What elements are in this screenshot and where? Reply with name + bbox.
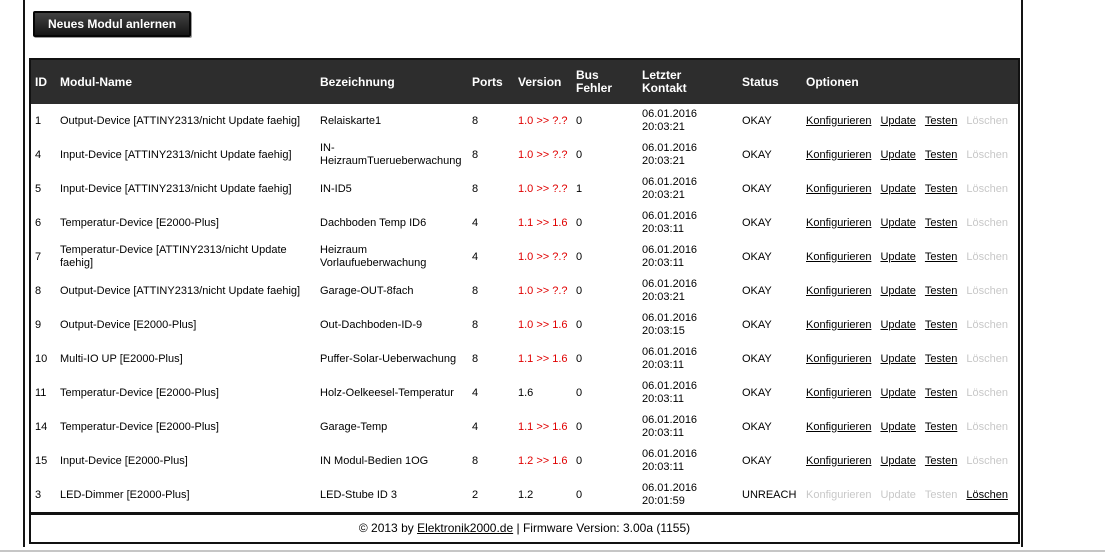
module-description: Garage-Temp (316, 410, 468, 444)
module-id: 1 (30, 104, 56, 138)
update-link[interactable]: Update (880, 216, 916, 229)
module-id: 3 (30, 478, 56, 514)
konfigurieren-link[interactable]: Konfigurieren (806, 250, 872, 263)
konfigurieren-link[interactable]: Konfigurieren (806, 386, 872, 399)
testen-link[interactable]: Testen (924, 182, 958, 195)
module-ports: 4 (468, 410, 514, 444)
module-last-contact: 06.01.2016 20:01:59 (638, 478, 738, 514)
module-last-contact: 06.01.2016 20:03:15 (638, 308, 738, 342)
update-link[interactable]: Update (880, 114, 916, 127)
page-left-border (23, 0, 25, 547)
loeschen-link: Löschen (966, 114, 1008, 127)
konfigurieren-link[interactable]: Konfigurieren (806, 216, 872, 229)
loeschen-link: Löschen (966, 352, 1008, 365)
module-last-contact: 06.01.2016 20:03:11 (638, 342, 738, 376)
module-name: LED-Dimmer [E2000-Plus] (56, 478, 316, 514)
module-version: 1.0 >> ?.? (514, 240, 572, 274)
module-version: 1.2 >> 1.6 (514, 444, 572, 478)
module-name: Temperatur-Device [E2000-Plus] (56, 376, 316, 410)
module-version: 1.0 >> ?.? (514, 138, 572, 172)
module-status: OKAY (738, 206, 802, 240)
module-version: 1.0 >> ?.? (514, 104, 572, 138)
module-ports: 8 (468, 172, 514, 206)
module-bus-errors: 0 (572, 342, 638, 376)
module-description: Puffer-Solar-Ueberwachung (316, 342, 468, 376)
module-bus-errors: 1 (572, 172, 638, 206)
module-last-contact: 06.01.2016 20:03:11 (638, 240, 738, 274)
module-ports: 4 (468, 206, 514, 240)
modules-table-body (30, 104, 1019, 514)
module-row (30, 410, 1019, 444)
col-header-version: Version (514, 59, 572, 104)
module-row (30, 138, 1019, 172)
module-row (30, 308, 1019, 342)
module-bus-errors: 0 (572, 206, 638, 240)
module-description: Garage-OUT-8fach (316, 274, 468, 308)
footer-copyright-text: © 2013 by (358, 521, 418, 535)
col-header-ports: Ports (468, 59, 514, 104)
module-row (30, 342, 1019, 376)
page-right-border (1021, 0, 1023, 547)
module-name: Multi-IO UP [E2000-Plus] (56, 342, 316, 376)
testen-link[interactable]: Testen (924, 420, 958, 433)
update-link[interactable]: Update (880, 352, 916, 365)
update-link[interactable]: Update (880, 250, 916, 263)
module-version: 1.1 >> 1.6 (514, 342, 572, 376)
module-last-contact: 06.01.2016 20:03:21 (638, 274, 738, 308)
module-options (802, 342, 1019, 376)
col-header-name: Modul-Name (56, 59, 316, 104)
module-status: OKAY (738, 240, 802, 274)
loeschen-link: Löschen (966, 284, 1008, 297)
module-ports: 4 (468, 240, 514, 274)
module-description: IN- HeizraumTuerueberwachung (316, 138, 468, 172)
testen-link: Testen (924, 488, 958, 501)
module-last-contact: 06.01.2016 20:03:11 (638, 206, 738, 240)
module-name: Output-Device [E2000-Plus] (56, 308, 316, 342)
update-link[interactable]: Update (880, 148, 916, 161)
module-status: OKAY (738, 410, 802, 444)
module-description: Out-Dachboden-ID-9 (316, 308, 468, 342)
update-link: Update (880, 488, 916, 501)
module-bus-errors: 0 (572, 240, 638, 274)
module-status: OKAY (738, 376, 802, 410)
module-description: LED-Stube ID 3 (316, 478, 468, 514)
module-status: OKAY (738, 172, 802, 206)
learn-new-module-button[interactable]: Neues Modul anlernen (33, 11, 191, 37)
module-name: Output-Device [ATTINY2313/nicht Update faehig] (56, 104, 316, 138)
update-link[interactable]: Update (880, 420, 916, 433)
module-last-contact: 06.01.2016 20:03:21 (638, 172, 738, 206)
module-status: OKAY (738, 342, 802, 376)
module-bus-errors: 0 (572, 104, 638, 138)
module-options (802, 410, 1019, 444)
footer-firmware-text: | Firmware Version: 3.00a (1155) (513, 521, 691, 535)
module-ports: 8 (468, 342, 514, 376)
module-row (30, 206, 1019, 240)
table-header-row (30, 59, 1019, 104)
update-link[interactable]: Update (880, 182, 916, 195)
elektronik2000-link[interactable]: Elektronik2000.de (417, 521, 514, 535)
footer-row (30, 514, 1019, 544)
module-id: 10 (30, 342, 56, 376)
loeschen-link: Löschen (966, 250, 1008, 263)
module-row (30, 274, 1019, 308)
module-last-contact: 06.01.2016 20:03:11 (638, 376, 738, 410)
module-id: 8 (30, 274, 56, 308)
update-link[interactable]: Update (880, 318, 916, 331)
update-link[interactable]: Update (880, 454, 916, 467)
loeschen-link: Löschen (966, 386, 1008, 399)
module-ports: 8 (468, 308, 514, 342)
module-bus-errors: 0 (572, 410, 638, 444)
module-bus-errors: 0 (572, 138, 638, 172)
testen-link[interactable]: Testen (924, 114, 958, 127)
col-header-bus: Bus Fehler (572, 59, 638, 104)
module-name: Temperatur-Device [ATTINY2313/nicht Update faehig] (56, 240, 316, 274)
module-description: Holz-Oelkeesel-Temperatur (316, 376, 468, 410)
module-id: 11 (30, 376, 56, 410)
module-row (30, 240, 1019, 274)
testen-link[interactable]: Testen (924, 250, 958, 263)
konfigurieren-link[interactable]: Konfigurieren (806, 454, 872, 467)
module-row (30, 478, 1019, 514)
konfigurieren-link[interactable]: Konfigurieren (806, 284, 872, 297)
module-last-contact: 06.01.2016 20:03:11 (638, 410, 738, 444)
module-id: 15 (30, 444, 56, 478)
module-id: 6 (30, 206, 56, 240)
module-row (30, 104, 1019, 138)
modules-table (29, 58, 1020, 544)
testen-link[interactable]: Testen (924, 216, 958, 229)
module-name: Temperatur-Device [E2000-Plus] (56, 410, 316, 444)
module-bus-errors: 0 (572, 444, 638, 478)
testen-link[interactable]: Testen (924, 386, 958, 399)
module-name: Input-Device [ATTINY2313/nicht Update faehig] (56, 138, 316, 172)
module-id: 5 (30, 172, 56, 206)
module-options (802, 376, 1019, 410)
module-id: 4 (30, 138, 56, 172)
module-ports: 8 (468, 274, 514, 308)
module-row (30, 444, 1019, 478)
module-status: OKAY (738, 274, 802, 308)
module-bus-errors: 0 (572, 478, 638, 514)
konfigurieren-link: Konfigurieren (806, 488, 872, 501)
module-options (802, 172, 1019, 206)
module-name: Input-Device [ATTINY2313/nicht Update faehig] (56, 172, 316, 206)
module-id: 14 (30, 410, 56, 444)
module-description: IN Modul-Bedien 1OG (316, 444, 468, 478)
module-last-contact: 06.01.2016 20:03:11 (638, 444, 738, 478)
konfigurieren-link[interactable]: Konfigurieren (806, 420, 872, 433)
module-version: 1.1 >> 1.6 (514, 206, 572, 240)
module-name: Output-Device [ATTINY2313/nicht Update faehig] (56, 274, 316, 308)
loeschen-link[interactable]: Löschen (966, 488, 1008, 501)
module-ports: 8 (468, 138, 514, 172)
konfigurieren-link[interactable]: Konfigurieren (806, 318, 872, 331)
module-ports: 8 (468, 104, 514, 138)
col-header-status: Status (738, 59, 802, 104)
module-status: OKAY (738, 138, 802, 172)
loeschen-link: Löschen (966, 318, 1008, 331)
window-bottom-edge (0, 550, 1105, 552)
module-version: 1.0 >> 1.6 (514, 308, 572, 342)
col-header-desc: Bezeichnung (316, 59, 468, 104)
module-id: 7 (30, 240, 56, 274)
module-status: OKAY (738, 444, 802, 478)
loeschen-link: Löschen (966, 454, 1008, 467)
module-row (30, 172, 1019, 206)
module-version: 1.0 >> ?.? (514, 172, 572, 206)
module-description: Relaiskarte1 (316, 104, 468, 138)
konfigurieren-link[interactable]: Konfigurieren (806, 182, 872, 195)
module-last-contact: 06.01.2016 20:03:21 (638, 138, 738, 172)
module-bus-errors: 0 (572, 376, 638, 410)
module-ports: 2 (468, 478, 514, 514)
module-options (802, 240, 1019, 274)
loeschen-link: Löschen (966, 148, 1008, 161)
loeschen-link: Löschen (966, 216, 1008, 229)
module-name: Temperatur-Device [E2000-Plus] (56, 206, 316, 240)
module-description: IN-ID5 (316, 172, 468, 206)
module-bus-errors: 0 (572, 274, 638, 308)
module-ports: 8 (468, 444, 514, 478)
module-status: UNREACH (738, 478, 802, 514)
testen-link[interactable]: Testen (924, 318, 958, 331)
module-description: Dachboden Temp ID6 (316, 206, 468, 240)
module-options (802, 478, 1019, 514)
testen-link[interactable]: Testen (924, 352, 958, 365)
col-header-options: Optionen (802, 59, 1019, 104)
konfigurieren-link[interactable]: Konfigurieren (806, 114, 872, 127)
module-id: 9 (30, 308, 56, 342)
module-options (802, 444, 1019, 478)
update-link[interactable]: Update (880, 386, 916, 399)
module-options (802, 274, 1019, 308)
col-header-id: ID (30, 59, 56, 104)
update-link[interactable]: Update (880, 284, 916, 297)
module-bus-errors: 0 (572, 308, 638, 342)
module-options (802, 104, 1019, 138)
module-description: Heizraum Vorlaufueberwachung (316, 240, 468, 274)
footer-cell (30, 514, 1019, 544)
module-status: OKAY (738, 308, 802, 342)
module-options (802, 308, 1019, 342)
module-options (802, 138, 1019, 172)
module-row (30, 376, 1019, 410)
testen-link[interactable]: Testen (924, 148, 958, 161)
loeschen-link: Löschen (966, 182, 1008, 195)
module-version: 1.2 (514, 478, 572, 514)
loeschen-link: Löschen (966, 420, 1008, 433)
module-version: 1.0 >> ?.? (514, 274, 572, 308)
module-ports: 4 (468, 376, 514, 410)
konfigurieren-link[interactable]: Konfigurieren (806, 352, 872, 365)
module-version: 1.1 >> 1.6 (514, 410, 572, 444)
module-version: 1.6 (514, 376, 572, 410)
testen-link[interactable]: Testen (924, 454, 958, 467)
module-status: OKAY (738, 104, 802, 138)
module-options (802, 206, 1019, 240)
testen-link[interactable]: Testen (924, 284, 958, 297)
module-last-contact: 06.01.2016 20:03:21 (638, 104, 738, 138)
module-name: Input-Device [E2000-Plus] (56, 444, 316, 478)
col-header-contact: Letzter Kontakt (638, 59, 738, 104)
konfigurieren-link[interactable]: Konfigurieren (806, 148, 872, 161)
